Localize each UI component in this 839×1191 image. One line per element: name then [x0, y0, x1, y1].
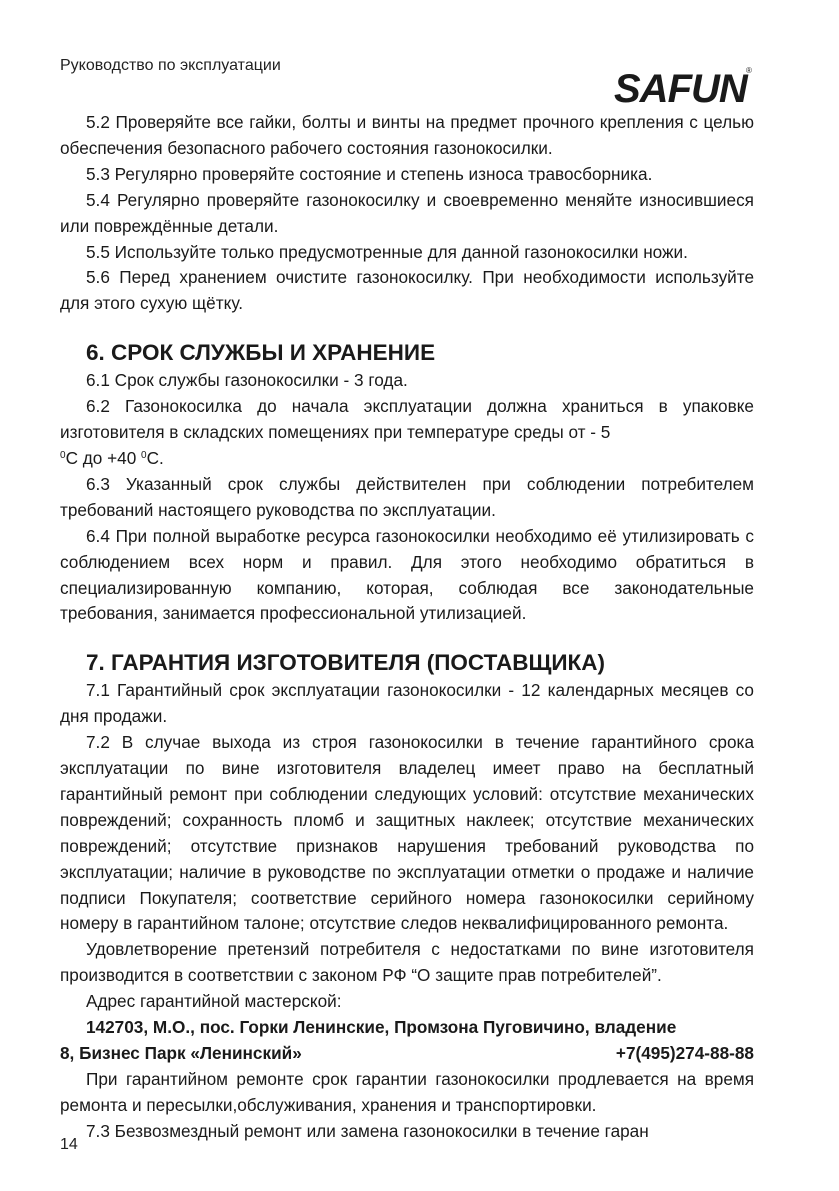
address-label: Адрес гарантийной мастерской:: [86, 991, 342, 1012]
svg-text:®: ®: [746, 66, 752, 75]
paragraph-warranty-extension: При гарантийном ремонте срок гарантии газонокосилки продлевается на время ремонта и пересылки,обслуживания, хранения и транспортировки.: [60, 1068, 754, 1115]
paragraph-6-4: 6.4 При полной выработке ресурса газонокосилки необходимо её утилизировать с соблюдением всех норм и правил. Для этого необходимо обратиться в специализированную компанию, которая, соблюдая все законодательные требования, занимается профессиональной утилизацией.: [60, 525, 754, 624]
paragraph-6-1: 6.1 Срок службы газонокосилки - 3 года.: [86, 370, 408, 391]
section-7-heading: 7. ГАРАНТИЯ ИЗГОТОВИТЕЛЯ (ПОСТАВЩИКА): [86, 650, 606, 676]
paragraph-7-1: 7.1 Гарантийный срок эксплуатации газонокосилки - 12 календарных месяцев со дня продажи.: [60, 680, 754, 727]
address-line-2: 8, Бизнес Парк «Ленинский»: [60, 1043, 302, 1063]
document-body: [60, 110, 754, 1145]
paragraph-6-3: 6.3 Указанный срок службы действителен при соблюдении потребителем требований настоящего руководства по эксплуатации.: [60, 473, 754, 520]
phone-number: +7(495)274-88-88: [615, 1043, 754, 1063]
address-row: [60, 1041, 754, 1067]
paragraph-claims: Удовлетворение претензий потребителя с недостатками по вине изготовителя производится в соответствии с законом РФ “О защите прав потребителей”.: [60, 939, 754, 986]
svg-text:SAFUN: SAFUN: [614, 67, 747, 106]
paragraph-5-3: 5.3 Регулярно проверяйте состояние и степень износа травосборника.: [86, 163, 653, 184]
paragraph-5-5: 5.5 Используйте только предусмотренные для данной газонокосилки ножи.: [86, 241, 688, 262]
paragraph-5-4: 5.4 Регулярно проверяйте газонокосилку и своевременно меняйте износившиеся или повреждённые детали.: [60, 189, 754, 236]
section-6-heading: 6. СРОК СЛУЖБЫ И ХРАНЕНИЕ: [86, 340, 436, 366]
page-header-title: Руководство по эксплуатации: [60, 57, 281, 74]
paragraph-5-6: 5.6 Перед хранением очистите газонокосилку. При необходимости используйте для этого сухую щётку.: [60, 267, 754, 314]
paragraph-6-2: 6.2 Газонокосилка до начала эксплуатации должна храниться в упаковке изготовителя в складских помещениях при температуре среды от - 5 $^0$С до +40 $^0$С.: [60, 396, 754, 468]
paragraph-7-3: 7.3 Безвозмездный ремонт или замена газонокосилки в течение гаран: [86, 1120, 649, 1141]
degree-mark: 0: [141, 449, 147, 461]
paragraph-5-2: 5.2 Проверяйте все гайки, болты и винты на предмет прочного крепления с целью обеспечения безопасного рабочего состояния газонокосилки.: [60, 112, 754, 158]
degree-mark: 0: [60, 449, 66, 461]
page-number: 14: [60, 1136, 78, 1153]
safun-logo: [612, 64, 752, 106]
paragraph-7-2: 7.2 В случае выхода из строя газонокосилки в течение гарантийного срока эксплуатации по вине изготовителя владелец имеет право на бесплатный гарантийный ремонт при соблюдении следующих условий: отсутствие механических повреждений; сохранность пломб и защитных наклеек; отсутствие механических повреждений; отсутствие признаков нарушения требований руководства по эксплуатации; наличие в руководстве по эксплуатации отметки о продаже и наличие подписи Покупателя; соответствие серийного номера газонокосилки серийному номеру в гарантийном талоне; отсутствие следов неквалифицированного ремонта.: [60, 732, 754, 934]
address-line-1: 142703, М.О., пос. Горки Ленинские, Промзона Пуговичино, владение: [86, 1017, 677, 1038]
